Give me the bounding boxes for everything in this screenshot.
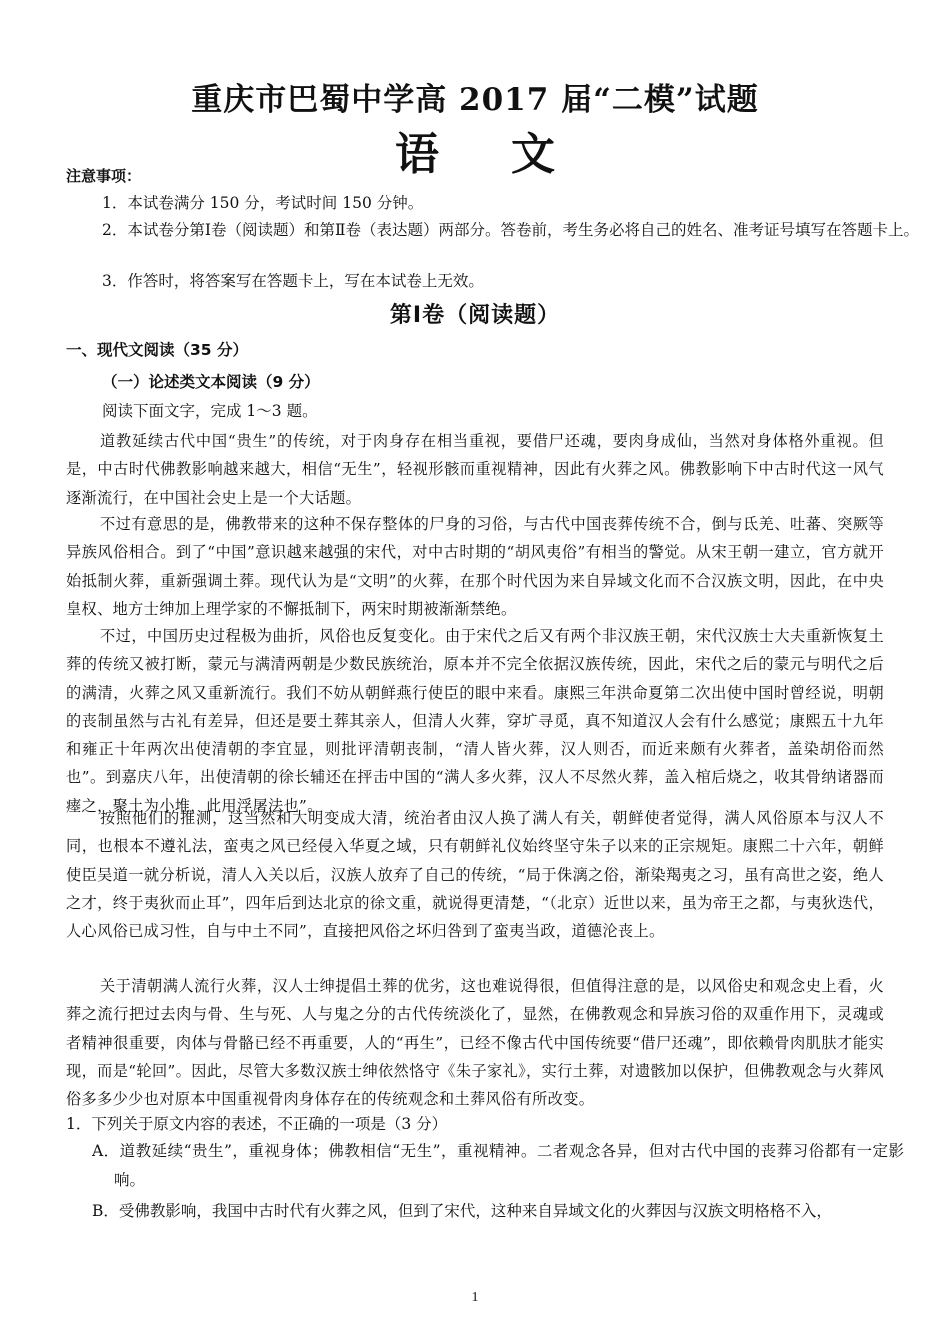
passage-paragraph-4: 按照他们的推测，这当然和大明变成大清，统治者由汉人换了满人有关，朝鲜使者觉得，满人风俗原本与汉人不同，也根本不遵礼法，蛮夷之风已经侵入华夏之域，只有朝鲜礼仪始终坚守朱子以来的正宗规矩。康熙二十六年，朝鲜使臣吴道一就分析说，清人入关以后，汉族人放弃了自己的传统，“局于侏漓之俗，渐染羯夷之习，虽有高世之姿，绝人之才，终于夷狄而止耳”，四年后到达北京的徐文重，就说得更清楚，“（北京）近世以来，虽为帝王之都，与夷狄迭代，人心风俗已成习性，自与中土不同”，直接把风俗之坏归咎到了蛮夷当政，道德沦丧上。: [66, 809, 885, 941]
notice-item-3: 3．作答时，将答案写在答题卡上，写在本试卷上无效。: [102, 272, 484, 290]
page-number: 1: [471, 1290, 479, 1305]
passage-paragraph-1: 道教延续古代中国“贵生”的传统，对于肉身存在相当重视，要借尸还魂，要肉身成仙，当然对身体格外重视。但是，中古时代佛教影响越来越大，相信“无生”，轻视形骸而重视精神，因此有火葬之风。佛教影响下中古时代这一风气逐渐流行，在中国社会史上是一个大话题。: [66, 432, 885, 507]
question-1-option-b: B．受佛教影响，我国中古时代有火葬之风，但到了宋代，这种来自异域文化的火葬因与汉族文明格格不入，: [92, 1202, 832, 1220]
volume-title: 第Ⅰ卷（阅读题）: [389, 303, 561, 328]
passage-paragraph-5: 关于清朝满人流行火葬，汉人士绅提倡土葬的优劣，这也难说得很，但值得注意的是，以风俗史和观念史上看，火葬之流行把过去肉与骨、生与死、人与鬼之分的古代传统淡化了，显然，在佛教观念和异族习俗的双重作用下，灵魂或者精神很重要，肉体与骨骼已经不再重要，人的“再生”，已经不像古代中国传统要“借尸还魂”，即依赖骨肉肌肤才能实现，而是“轮回”。因此，尽管大多数汉族士绅依然恪守《朱子家礼》，实行土葬，对遗骸加以保护，但佛教观念与火葬风俗多多少少也对原本中国重视骨肉身体存在的传统观念和土葬风俗有所改变。: [66, 977, 884, 1109]
part-heading: 一、现代文阅读（35 分）: [66, 341, 248, 359]
question-1-option-a: A．道教延续“贵生”，重视身体；佛教相信“无生”，重视精神。二者观念各异，但对古代中国的丧葬习俗都有一定影响。: [92, 1142, 904, 1189]
subject-char-1: 语: [395, 129, 439, 180]
reading-instruction: 阅读下面文字，完成 1～3 题。: [102, 402, 318, 420]
notice-heading: 注意事项：: [66, 167, 142, 185]
passage-paragraph-2: 不过有意思的是，佛教带来的这种不保存整体的尸身的习俗，与古代中国丧葬传统不合，倒与氐羌、吐蕃、突厥等异族风俗相合。到了“中国”意识越来越强的宋代，对中古时期的“胡风夷俗”有相当的警觉。从宋王朝一建立，官方就开始抵制火葬，重新强调土葬。现代认为是“文明”的火葬，在那个时代因为来自异域文化而不合汉族文明，因此，在中央皇权、地方士绅加上理学家的不懈抵制下，两宋时期被渐渐禁绝。: [66, 515, 885, 618]
sub-heading: （一）论述类文本阅读（9 分）: [102, 373, 320, 391]
subject-char-2: 文: [511, 129, 555, 180]
question-1-stem: 1．下列关于原文内容的表述，不正确的一项是（3 分）: [66, 1115, 448, 1133]
exam-title: 重庆市巴蜀中学高 2017 届“二模”试题: [191, 82, 759, 118]
notice-item-1: 1．本试卷满分 150 分，考试时间 150 分钟。: [102, 194, 424, 212]
subject-title: [0, 118, 950, 182]
passage-paragraph-3: 不过，中国历史过程极为曲折，风俗也反复变化。由于宋代之后又有两个非汉族王朝，宋代汉族士大夫重新恢复土葬的传统又被打断，蒙元与满清两朝是少数民族统治，原本并不完全依据汉族传统，因此，宋代之后的蒙元与明代之后的满清，火葬之风又重新流行。我们不妨从朝鲜燕行使臣的眼中来看。康熙三年洪命夏第二次出使中国时曾经说，明朝的丧制虽然与古礼有差异，但还是要土葬其亲人，但清人火葬，穿圹寻觅，真不知道汉人会有什么感觉；康熙五十九年和雍正十年两次出使清朝的李宜显，则批评清朝丧制，“清人皆火葬，汉人则否，而近来颇有火葬者，盖染胡俗而然也”。到嘉庆八年，出使清朝的徐长辅还在抨击中国的“满人多火葬，汉人不尽然火葬，盖入棺后烧之，收其骨纳诸器而瘗之，聚土为小堆，此用浮屠法也”。: [66, 627, 885, 815]
notice-item-2: 2．本试卷分第Ⅰ卷（阅读题）和第Ⅱ卷（表达题）两部分。答卷前，考生务必将自己的姓名、准考证号填写在答题卡上。: [102, 221, 920, 239]
